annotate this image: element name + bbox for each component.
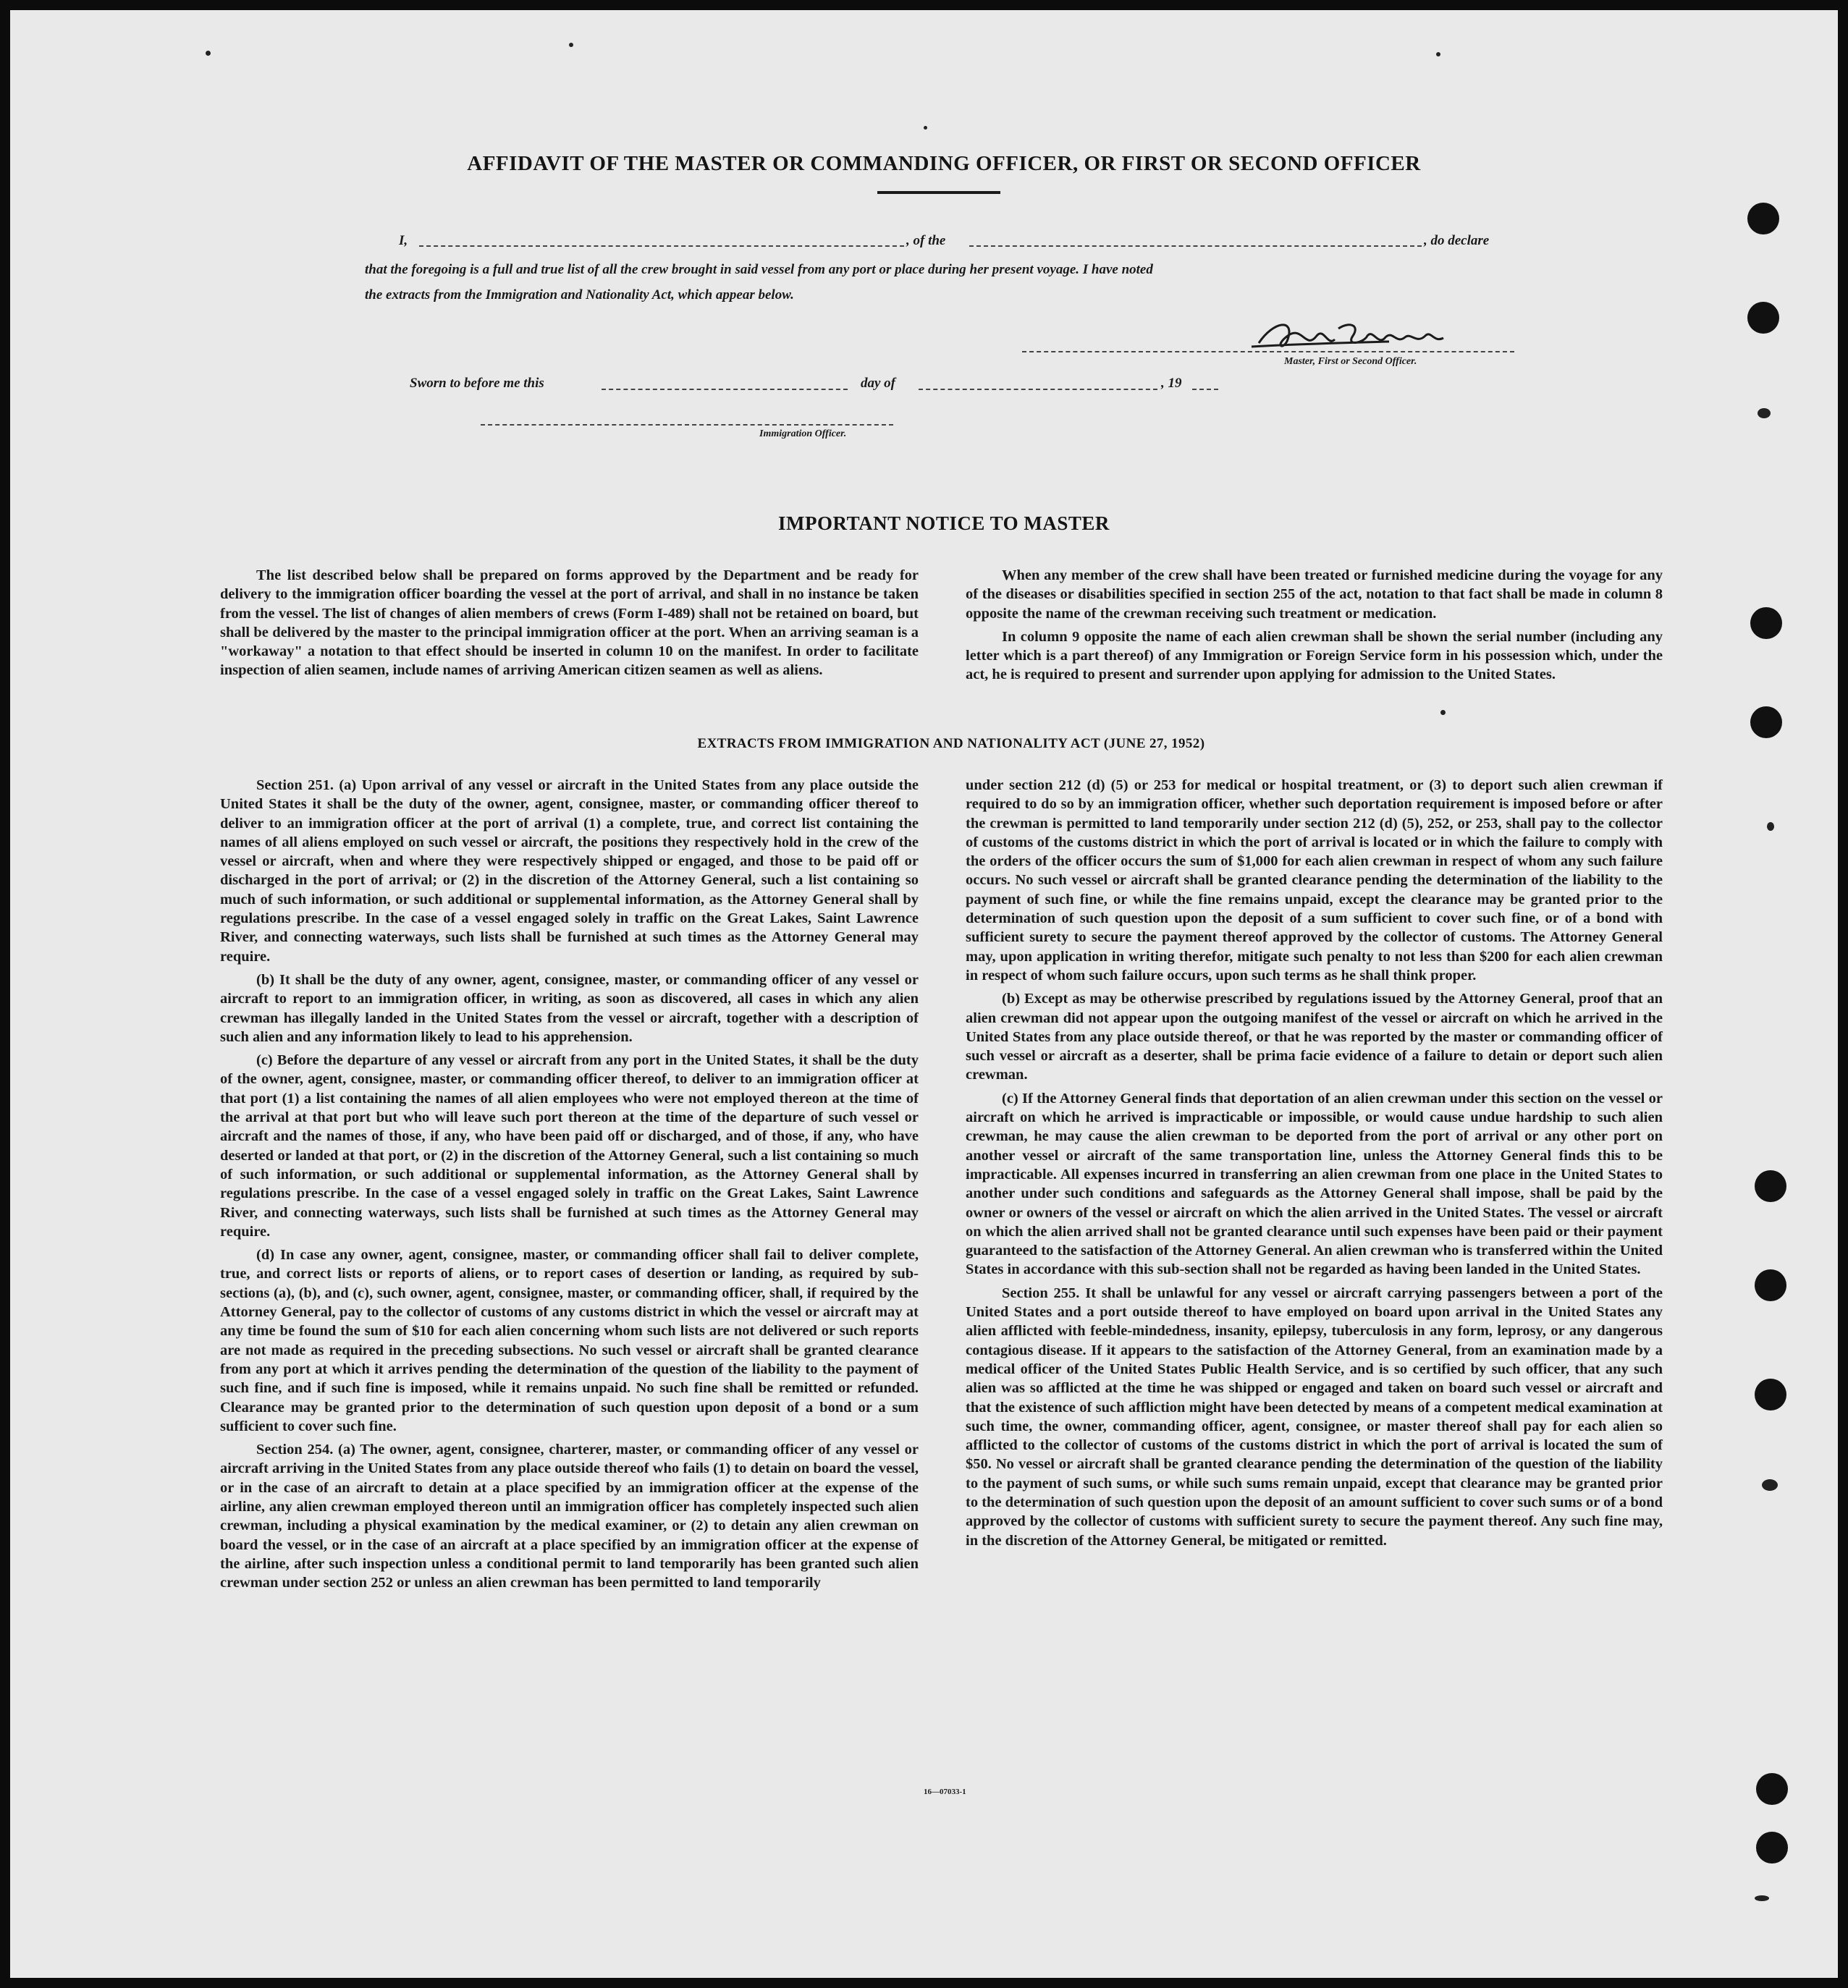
extract-section-254a: Section 254. (a) The owner, agent, consignee, charterer, master, or commanding officer of any vessel or aircraft arriving in the United States from any place outside thereof who fails (1) to detain on board the vessel, or in the case of an aircraft to detain at a place specified by an immigration officer at the expense of the airline, any alien crewman employed thereon until an immigration officer has completely inspected such alien crewman, including a physical examination by the medical examiner, or (2) to detain any alien crewman on board the vessel, or in the case of an aircraft at a place specified by an immigration officer at the expense of the airline, after such inspection unless a conditional permit to land temporarily has been granted such alien crewman under section 252 or unless an alien crewman has been permitted to land temporarily [220,1442,919,1591]
punch-hole [1755,1170,1786,1202]
affidavit-of-the-label: , of the [906,233,946,248]
punch-hole [1755,1379,1786,1410]
form-code: 16—07033-1 [924,1788,966,1796]
notice-left-column [220,566,919,685]
sworn-label: Sworn to before me this [410,376,544,391]
affidavit-i-label: I, [399,233,408,248]
notice-left-paragraph: The list described below shall be prepared on forms approved by the Department and be ready for delivery to the immigration officer boarding the vessel at the port of arrival, and shall in no instance be taken from the vessel. The list of changes of alien members of crews (Form I-489) shall not be retained on board, but shall be delivered by the master to the principal immigration officer at the port. When an arriving seaman is a "workaway" a notation to that effect should be inserted in column 10 on the manifest. In order to facilitate inspection of alien seamen, include names of arriving American citizen seamen as well as aliens. [220,567,919,679]
extract-section-254c: (c) If the Attorney General finds that deportation of an alien crewman under this section on the vessel or aircraft on which he arrived is impracticable or impossible, or would cause undue hardship to such alien crewman, he may cause the alien crewman to be deported from the port of arrival or any other port on another vessel or aircraft of the same transportation line, unless the Attorney General finds this to be impracticable. All expenses incurred in transferring an alien crewman from one place in the United States to another under such conditions and safeguards as the Attorney General shall impose, shall be paid by the owner or owners of the vessel or aircraft on which the alien arrived in the United States. The vessel or aircraft on which the alien arrived shall not be granted clearance until such expenses have been paid or their payment guaranteed to the satisfaction of the Attorney General. An alien crewman who is transferred within the United States in accordance with this sub-section shall not be regarded as having been landed in the United States. [966,1090,1663,1278]
notice-right-paragraph-2: In column 9 opposite the name of each alien crewman shall be shown the serial number (including any letter which is a part thereof) of any Immigration or Foreign Service form in his possession which, under the act, he is required to present and surrender upon applying for admission to the United States. [966,628,1663,683]
scan-speck [569,43,573,47]
extract-section-254a-continued: under section 212 (d) (5) or 253 for medical or hospital treatment, or (3) to deport such alien crewman if required to do so by an immigration officer, whether such deportation requirement is imposed before or after the crewman is permitted to land temporarily under section 212 (d) (5), 252, or 253, shall pay to the collector of customs of the customs district in which the port of arrival is located or in which the failure to comply with the orders of the officer occurs the sum of $1,000 for each alien crewman in respect of whom any such failure occurs. No such vessel or aircraft shall be granted clearance pending the determination of the liability to the payment of such fine, or while the fine remains unpaid, except the clearance may be granted prior to the determination of such question upon the deposit of a sum sufficient to cover such fine, or of a bond with sufficient surety to secure the payment thereof approved by the collector of customs. The Attorney General may, upon application in writing therefor, mitigate such penalty to not less than $200 for each alien crewman in respect of whom such failure occurs, upon such terms as he shall think proper. [966,777,1663,984]
signature-caption: Master, First or Second Officer. [1284,356,1417,367]
extracts-left-column [220,776,919,1596]
notice-right-column [966,566,1663,689]
affidavit-declare-label: , do declare [1424,233,1490,248]
punch-hole [1747,302,1779,334]
punch-hole [1756,1773,1788,1805]
extract-section-254b: (b) Except as may be otherwise prescribed by regulations issued by the Attorney General, proof that an alien crewman did not appear upon the outgoing manifest of the vessel or aircraft on which he arrived in the United States from any place outside thereof, or that he was reported by the master or commanding officer of such vessel or aircraft as a deserter, shall be prima facie evidence of a failure to detain or deport such alien crewman. [966,991,1663,1083]
sworn-day-blank[interactable] [602,389,848,390]
extract-section-255: Section 255. It shall be unlawful for any vessel or aircraft carrying passengers between a port of the United States and a port outside thereof to have employed on board upon arrival in the United States any alien afflicted with feeble-mindedness, insanity, epilepsy, tuberculosis in any form, leprosy, or any dangerous contagious disease. If it appears to the satisfaction of the Attorney General, from an examination made by a medical officer of the United States Public Health Service, and is so certified by such officer, that any such alien was so afflicted at the time he was shipped or engaged and taken on board such vessel or aircraft and that the existence of such affliction might have been detected by means of a competent medical examination at such time, the owner, commanding officer, agent, consignee, or master thereof shall pay for each alien so afflicted to the collector of customs of the customs district in which the port of arrival is located the sum of $50. No vessel or aircraft shall be granted clearance pending the determination of the question of the liability to the payment of such sums, or while such sums remain unpaid, except that clearance may be granted prior to the determination of such question upon the deposit of an amount sufficient to cover such sums or of a bond approved by the collector of customs with sufficient surety to secure the payment thereof. Any such fine may, in the discretion of the Attorney General, be mitigated or remitted. [966,1285,1663,1549]
affidavit-title: AFFIDAVIT OF THE MASTER OR COMMANDING OFFICER, OR FIRST OR SECOND OFFICER [467,152,1421,175]
scan-speck [1755,1895,1769,1901]
extracts-right-column [966,776,1663,1555]
punch-hole [1750,706,1782,738]
punch-hole [1755,1269,1786,1301]
extract-section-251b: (b) It shall be the duty of any owner, agent, consignee, master, or commanding officer of any vessel or aircraft to report to an immigration officer, in writing, as soon as discovered, all cases in which any alien crewman has illegally landed in the United States from the vessel or aircraft, together with a description of such alien and any information likely to lead to his apprehension. [220,971,919,1045]
sworn-year-label: , 19 [1161,376,1182,391]
document-page [10,10,1838,1978]
scan-speck [1762,1479,1778,1491]
immigration-officer-blank[interactable] [481,424,893,426]
sworn-year-blank[interactable] [1192,389,1218,390]
punch-hole [1750,607,1782,639]
extract-section-251a: Section 251. (a) Upon arrival of any vessel or aircraft in the United States from any place outside the United States it shall be the duty of the owner, agent, consignee, master, or commanding officer thereof to deliver to an immigration officer at the port of arrival (1) a complete, true, and correct list containing the names of all aliens employed on such vessel or aircraft, the positions they respectively hold in the crew of the vessel or aircraft, when and where they were respectively shipped or engaged, and those to be paid off or discharged in the port of arrival; or (2) in the discretion of the Attorney General, such a list containing so much of such information, or such additional or supplemental information, as the Attorney General shall by regulations prescribe. In the case of a vessel engaged solely in traffic on the Great Lakes, Saint Lawrence River, and connecting waterways, such lists shall be furnished at such times as the Attorney General may require. [220,777,919,965]
extracts-title: EXTRACTS FROM IMMIGRATION AND NATIONALITY ACT (JUNE 27, 1952) [697,736,1205,751]
sworn-day-of-label: day of [861,376,896,391]
punch-hole [1747,203,1779,234]
scan-speck [1758,408,1771,418]
punch-hole [1756,1832,1788,1864]
title-underline [877,191,1000,194]
affidavit-line-2: that the foregoing is a full and true list of all the crew brought in said vessel from any port or place during her present voyage. I have noted [365,262,1153,277]
notice-title: IMPORTANT NOTICE TO MASTER [778,512,1110,534]
name-blank[interactable] [419,245,904,247]
scan-speck [1767,822,1774,831]
extract-section-251d: (d) In case any owner, agent, consignee, master, or commanding officer shall fail to deliver complete, true, and correct lists or reports of aliens, or to report cases of desertion or landing, as required by sub-sections (a), (b), and (c), such owner, agent, consignee, master, or commanding officer, shall, if required by the Attorney General, pay to the collector of customs of any customs district in which the vessel or aircraft may at any time be found the sum of $10 for each alien concerning whom such lists are not delivered or such reports are not made as required in the preceding subsections. No such vessel or aircraft shall be granted clearance from any port at which it arrives pending the determination of the question of the liability to the payment of such fine, and if such fine is imposed, while it remains unpaid. No such fine shall be remitted or refunded. Clearance may be granted prior to the determination of such question upon deposit of a bond or a sum sufficient to cover such fine. [220,1247,919,1434]
immigration-officer-caption: Immigration Officer. [759,428,847,439]
sworn-month-blank[interactable] [919,389,1157,390]
scan-speck [1440,710,1446,715]
scan-speck [206,51,211,56]
signature-blank[interactable] [1022,351,1514,352]
extract-section-251c: (c) Before the departure of any vessel or aircraft from any port in the United States, it shall be the duty of the owner, agent, consignee, master, or commanding officer thereof, to deliver to an immigration officer at that port (1) a list containing the names of all alien employees who were not employed thereon at the time of the arrival at that port but who will leave such port thereon at the time of the departure of such vessel or aircraft and the names of those, if any, who have been paid off or discharged, and of those, if any, who have deserted or landed at that port, or (2) in the discretion of the Attorney General, such a list containing so much of such information, or such additional or supplemental information, as the Attorney General shall by regulations prescribe. In the case of a vessel engaged solely in traffic on the Great Lakes, Saint Lawrence River, and connecting waterways, such lists shall be furnished at such times as the Attorney General may require. [220,1052,919,1240]
notice-right-paragraph-1: When any member of the crew shall have been treated or furnished medicine during the voyage for any of the diseases or disabilities specified in section 255 of the act, notation to that fact shall be made in column 8 opposite the name of the crewman receiving such treatment or medication. [966,567,1663,622]
scan-speck [1436,52,1440,56]
scan-speck [924,126,927,130]
vessel-blank[interactable] [969,245,1422,247]
affidavit-line-3: the extracts from the Immigration and Nationality Act, which appear below. [365,287,794,303]
